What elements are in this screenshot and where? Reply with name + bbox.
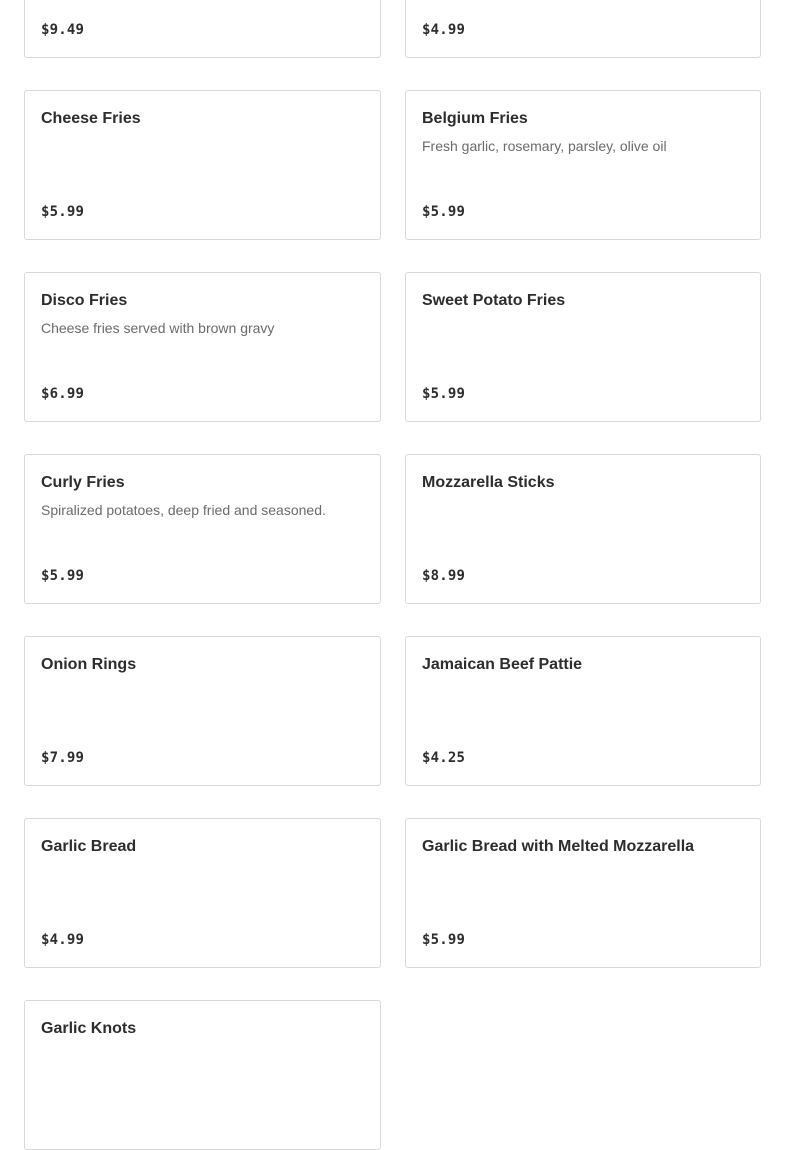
menu-item-card-onion-rings[interactable] [24,636,381,786]
menu-item-name: Disco Fries [41,292,128,309]
menu-item-grid [24,0,761,1150]
menu-item-card-jamaican-beef-pattie[interactable] [405,636,761,786]
menu-item-description: Spiralized potatoes, deep fried and seasoned. [41,502,326,518]
menu-item-price: $9.49 [41,22,85,38]
menu-item-card-sweet-potato-fries[interactable] [405,272,761,422]
menu-item-card[interactable] [405,0,761,58]
menu-item-name: Sweet Potato Fries [422,292,566,309]
menu-item-name: Onion Rings [41,656,137,673]
menu-item-description: Cheese fries served with brown gravy [41,320,275,336]
menu-item-price: $6.99 [41,386,85,402]
menu-item-price: $8.99 [422,568,466,584]
menu-item-price: $5.99 [422,386,466,402]
menu-item-name: Garlic Bread [41,838,137,855]
menu-item-price: $5.99 [41,204,85,220]
menu-item-name: Garlic Bread with Melted Mozzarella [422,838,695,855]
menu-item-name: Jamaican Beef Pattie [422,656,583,673]
menu-item-name: Mozzarella Sticks [422,474,555,491]
menu-item-card-garlic-bread[interactable] [24,818,381,968]
menu-item-name: Garlic Knots [41,1020,137,1037]
menu-item-price: $5.99 [41,568,85,584]
menu-item-card[interactable] [24,0,381,58]
menu-item-name: Cheese Fries [41,110,141,127]
menu-item-price: $4.99 [422,22,466,38]
menu-item-card-belgium-fries[interactable] [405,90,761,240]
menu-item-card-garlic-knots[interactable] [24,1000,381,1150]
menu-item-card-garlic-bread-mozzarella[interactable] [405,818,761,968]
menu-item-price: $5.99 [422,204,466,220]
menu-item-name: Belgium Fries [422,110,528,127]
menu-item-description: Fresh garlic, rosemary, parsley, olive oil [422,138,667,154]
menu-item-card-mozzarella-sticks[interactable] [405,454,761,604]
menu-item-card-curly-fries[interactable] [24,454,381,604]
menu-item-price: $7.99 [41,750,85,766]
menu-item-name: Curly Fries [41,474,125,491]
menu-item-card-disco-fries[interactable] [24,272,381,422]
menu-item-price: $4.25 [422,750,466,766]
menu-item-card-cheese-fries[interactable] [24,90,381,240]
menu-item-price: $4.99 [41,932,85,948]
menu-item-price: $5.99 [422,932,466,948]
